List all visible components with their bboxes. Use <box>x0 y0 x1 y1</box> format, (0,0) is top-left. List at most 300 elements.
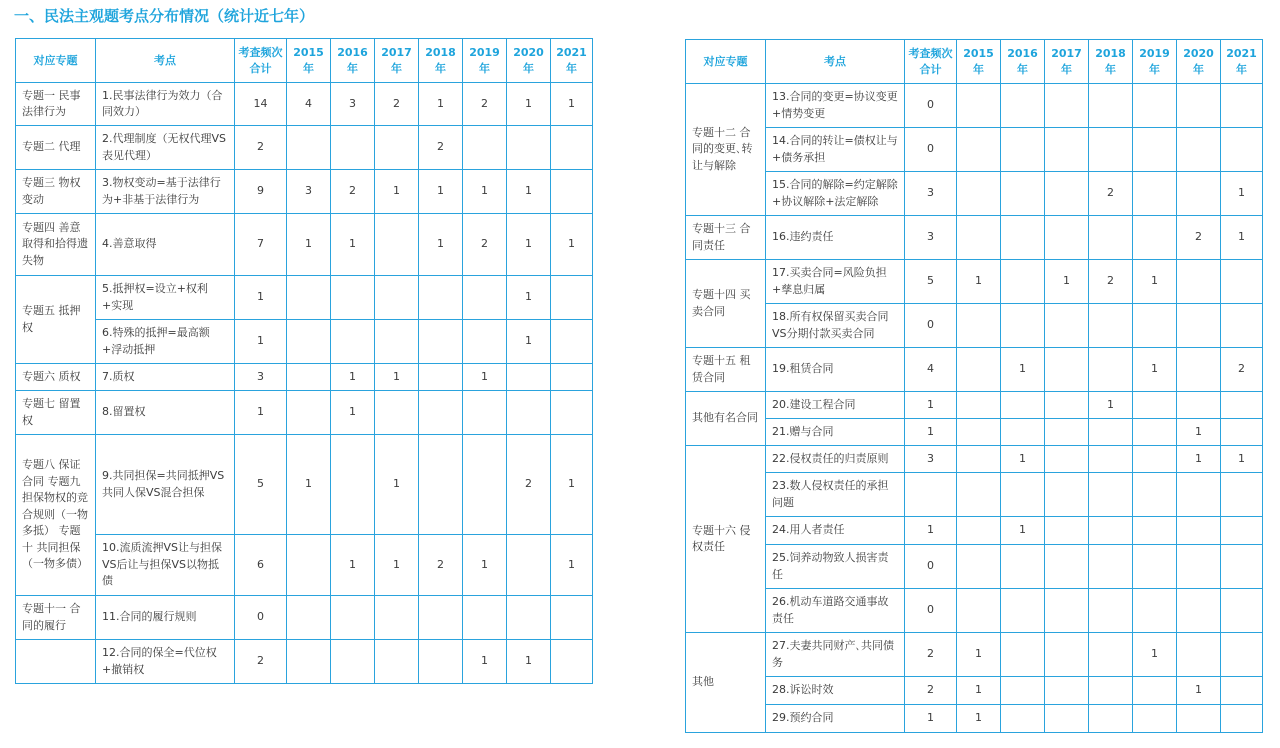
year-count-cell: 1 <box>551 535 593 596</box>
year-count-cell <box>1133 419 1177 446</box>
table-row <box>686 260 1263 304</box>
year-count-cell: 2 <box>419 535 463 596</box>
year-count-cell: 1 <box>463 535 507 596</box>
year-count-cell <box>463 126 507 170</box>
year-count-cell: 1 <box>375 170 419 214</box>
year-count-cell: 1 <box>287 435 331 535</box>
year-count-cell <box>331 435 375 535</box>
left-distribution-table <box>15 38 593 684</box>
year-count-cell <box>551 170 593 214</box>
total-cell: 2 <box>235 126 287 170</box>
year-count-cell <box>1177 473 1221 517</box>
header-year: 2018年 <box>1089 40 1133 84</box>
header-year: 2019年 <box>463 39 507 83</box>
header-topic: 对应专题 <box>686 40 766 84</box>
year-count-cell <box>375 640 419 684</box>
year-count-cell <box>1045 633 1089 677</box>
year-count-cell <box>1089 84 1133 128</box>
year-count-cell: 2 <box>375 83 419 126</box>
point-cell: 22.侵权责任的归责原则 <box>766 446 905 473</box>
header-year: 2016年 <box>331 39 375 83</box>
point-cell: 11.合同的履行规则 <box>96 596 235 640</box>
year-count-cell <box>1177 84 1221 128</box>
year-count-cell: 1 <box>1045 260 1089 304</box>
point-cell: 1.民事法律行为效力（合同效力） <box>96 83 235 126</box>
year-count-cell <box>1045 172 1089 216</box>
year-count-cell: 1 <box>463 364 507 391</box>
year-count-cell <box>463 276 507 320</box>
header-point: 考点 <box>766 40 905 84</box>
year-count-cell <box>1221 128 1263 172</box>
point-cell: 9.共同担保=共同抵押VS共同人保VS混合担保 <box>96 435 235 535</box>
point-cell: 27.夫妻共同财产､共同债务 <box>766 633 905 677</box>
year-count-cell <box>1045 517 1089 545</box>
year-count-cell <box>1221 705 1263 733</box>
year-count-cell: 1 <box>287 214 331 276</box>
point-cell: 20.建设工程合同 <box>766 392 905 419</box>
year-count-cell <box>957 392 1001 419</box>
total-cell: 1 <box>905 517 957 545</box>
header-year: 2020年 <box>507 39 551 83</box>
total-cell: 4 <box>905 348 957 392</box>
year-count-cell <box>1045 348 1089 392</box>
year-count-cell: 2 <box>463 83 507 126</box>
year-count-cell <box>1177 705 1221 733</box>
table-row <box>686 216 1263 260</box>
year-count-cell <box>1133 84 1177 128</box>
total-cell: 2 <box>235 640 287 684</box>
topic-cell <box>16 640 96 684</box>
topic-cell: 专题十四 买卖合同 <box>686 260 766 348</box>
year-count-cell <box>287 126 331 170</box>
topic-cell: 专题十三 合同责任 <box>686 216 766 260</box>
year-count-cell: 1 <box>507 170 551 214</box>
topic-cell: 专题十二 合同的变更､转让与解除 <box>686 84 766 216</box>
year-count-cell <box>1177 128 1221 172</box>
year-count-cell <box>1177 517 1221 545</box>
year-count-cell <box>287 640 331 684</box>
year-count-cell: 1 <box>375 535 419 596</box>
point-cell: 6.特殊的抵押=最高额+浮动抵押 <box>96 320 235 364</box>
right-distribution-table <box>685 39 1263 733</box>
year-count-cell <box>1001 705 1045 733</box>
year-count-cell <box>1045 304 1089 348</box>
year-count-cell: 1 <box>957 633 1001 677</box>
table-row <box>16 435 593 535</box>
year-count-cell <box>1089 677 1133 705</box>
year-count-cell <box>463 391 507 435</box>
year-count-cell <box>287 276 331 320</box>
year-count-cell <box>463 596 507 640</box>
total-cell: 3 <box>905 446 957 473</box>
year-count-cell: 1 <box>331 364 375 391</box>
year-count-cell <box>287 364 331 391</box>
year-count-cell <box>957 216 1001 260</box>
year-count-cell: 1 <box>1133 348 1177 392</box>
point-cell: 4.善意取得 <box>96 214 235 276</box>
year-count-cell: 1 <box>1177 446 1221 473</box>
year-count-cell <box>375 276 419 320</box>
year-count-cell <box>1089 705 1133 733</box>
table-row <box>686 677 1263 705</box>
table-row <box>16 391 593 435</box>
year-count-cell <box>551 596 593 640</box>
total-cell: 5 <box>235 435 287 535</box>
header-year: 2017年 <box>375 39 419 83</box>
point-cell: 10.流质流押VS让与担保VS后让与担保VS以物抵债 <box>96 535 235 596</box>
year-count-cell <box>419 320 463 364</box>
year-count-cell <box>1177 260 1221 304</box>
year-count-cell <box>1133 392 1177 419</box>
point-cell: 24.用人者责任 <box>766 517 905 545</box>
topic-cell: 专题一 民事法律行为 <box>16 83 96 126</box>
total-cell: 0 <box>905 304 957 348</box>
year-count-cell: 1 <box>1001 348 1045 392</box>
table-row <box>686 304 1263 348</box>
year-count-cell <box>1089 589 1133 633</box>
topic-cell: 专题六 质权 <box>16 364 96 391</box>
year-count-cell <box>1089 633 1133 677</box>
total-cell: 6 <box>235 535 287 596</box>
point-cell: 28.诉讼时效 <box>766 677 905 705</box>
header-row <box>686 40 1263 84</box>
total-cell: 3 <box>235 364 287 391</box>
year-count-cell <box>507 126 551 170</box>
year-count-cell: 2 <box>1089 260 1133 304</box>
year-count-cell <box>1089 446 1133 473</box>
year-count-cell <box>1089 128 1133 172</box>
total-cell: 1 <box>235 320 287 364</box>
year-count-cell <box>1001 216 1045 260</box>
year-count-cell <box>551 126 593 170</box>
year-count-cell: 4 <box>287 83 331 126</box>
year-count-cell <box>507 535 551 596</box>
year-count-cell: 1 <box>507 640 551 684</box>
table-row <box>686 517 1263 545</box>
year-count-cell: 1 <box>1177 677 1221 705</box>
year-count-cell <box>419 364 463 391</box>
header-year: 2021年 <box>1221 40 1263 84</box>
year-count-cell <box>1001 473 1045 517</box>
year-count-cell <box>507 596 551 640</box>
year-count-cell: 1 <box>419 170 463 214</box>
year-count-cell: 1 <box>331 391 375 435</box>
header-total: 考查频次合计 <box>905 40 957 84</box>
year-count-cell <box>1001 633 1045 677</box>
year-count-cell <box>463 435 507 535</box>
point-cell: 14.合同的转让=债权让与+债务承担 <box>766 128 905 172</box>
year-count-cell <box>1089 517 1133 545</box>
table-row <box>686 473 1263 517</box>
year-count-cell <box>1045 419 1089 446</box>
year-count-cell: 1 <box>331 214 375 276</box>
year-count-cell: 1 <box>551 83 593 126</box>
table-row <box>686 705 1263 733</box>
year-count-cell <box>287 391 331 435</box>
header-year: 2015年 <box>957 40 1001 84</box>
year-count-cell <box>957 589 1001 633</box>
year-count-cell <box>375 320 419 364</box>
year-count-cell <box>1221 392 1263 419</box>
year-count-cell <box>1001 419 1045 446</box>
year-count-cell: 1 <box>507 83 551 126</box>
year-count-cell: 1 <box>1089 392 1133 419</box>
year-count-cell: 1 <box>1001 517 1045 545</box>
year-count-cell: 1 <box>1001 446 1045 473</box>
year-count-cell <box>1133 705 1177 733</box>
point-cell: 2.代理制度（无权代理VS表见代理） <box>96 126 235 170</box>
year-count-cell <box>375 596 419 640</box>
table-row <box>16 126 593 170</box>
year-count-cell: 1 <box>463 640 507 684</box>
year-count-cell: 2 <box>419 126 463 170</box>
year-count-cell <box>1133 473 1177 517</box>
header-year: 2017年 <box>1045 40 1089 84</box>
header-year: 2018年 <box>419 39 463 83</box>
year-count-cell: 1 <box>957 260 1001 304</box>
header-year: 2021年 <box>551 39 593 83</box>
table-row <box>686 589 1263 633</box>
year-count-cell: 1 <box>375 364 419 391</box>
topic-cell: 专题十六 侵权责任 <box>686 446 766 633</box>
header-year: 2015年 <box>287 39 331 83</box>
year-count-cell <box>507 391 551 435</box>
year-count-cell <box>551 320 593 364</box>
year-count-cell <box>957 517 1001 545</box>
year-count-cell <box>1221 517 1263 545</box>
year-count-cell: 1 <box>957 705 1001 733</box>
year-count-cell <box>1221 260 1263 304</box>
year-count-cell <box>1045 677 1089 705</box>
year-count-cell <box>1177 392 1221 419</box>
topic-cell: 其他 <box>686 633 766 733</box>
year-count-cell <box>1177 589 1221 633</box>
year-count-cell <box>375 126 419 170</box>
total-cell: 1 <box>905 392 957 419</box>
year-count-cell: 1 <box>1221 172 1263 216</box>
year-count-cell <box>1133 517 1177 545</box>
year-count-cell: 1 <box>1221 216 1263 260</box>
year-count-cell <box>957 446 1001 473</box>
topic-cell: 专题七 留置权 <box>16 391 96 435</box>
point-cell: 12.合同的保全=代位权+撤销权 <box>96 640 235 684</box>
year-count-cell: 3 <box>331 83 375 126</box>
point-cell: 15.合同的解除=约定解除+协议解除+法定解除 <box>766 172 905 216</box>
year-count-cell <box>957 348 1001 392</box>
total-cell: 0 <box>905 128 957 172</box>
topic-cell: 专题五 抵押权 <box>16 276 96 364</box>
topic-cell: 专题三 物权变动 <box>16 170 96 214</box>
header-year: 2016年 <box>1001 40 1045 84</box>
year-count-cell <box>1045 473 1089 517</box>
year-count-cell <box>1221 545 1263 589</box>
header-year: 2019年 <box>1133 40 1177 84</box>
year-count-cell <box>957 304 1001 348</box>
point-cell: 19.租赁合同 <box>766 348 905 392</box>
year-count-cell <box>331 320 375 364</box>
year-count-cell <box>1045 589 1089 633</box>
year-count-cell <box>1177 348 1221 392</box>
year-count-cell <box>957 128 1001 172</box>
year-count-cell <box>1133 677 1177 705</box>
year-count-cell <box>1089 545 1133 589</box>
total-cell: 14 <box>235 83 287 126</box>
year-count-cell <box>1001 392 1045 419</box>
year-count-cell <box>1089 473 1133 517</box>
year-count-cell: 2 <box>1177 216 1221 260</box>
year-count-cell: 2 <box>331 170 375 214</box>
year-count-cell <box>1133 128 1177 172</box>
total-cell: 1 <box>235 276 287 320</box>
year-count-cell <box>1133 589 1177 633</box>
year-count-cell <box>1133 216 1177 260</box>
topic-cell: 专题二 代理 <box>16 126 96 170</box>
total-cell: 0 <box>235 596 287 640</box>
table-row <box>16 320 593 364</box>
year-count-cell <box>1001 304 1045 348</box>
point-cell: 25.饲养动物致人损害责任 <box>766 545 905 589</box>
table-row <box>16 535 593 596</box>
total-cell <box>905 473 957 517</box>
header-total: 考查频次合计 <box>235 39 287 83</box>
point-cell: 13.合同的变更=协议变更+情势变更 <box>766 84 905 128</box>
year-count-cell <box>1089 419 1133 446</box>
year-count-cell <box>1001 589 1045 633</box>
year-count-cell: 1 <box>419 83 463 126</box>
year-count-cell <box>1045 545 1089 589</box>
year-count-cell <box>1045 446 1089 473</box>
year-count-cell: 1 <box>463 170 507 214</box>
topic-cell: 专题十五 租赁合同 <box>686 348 766 392</box>
year-count-cell <box>1177 545 1221 589</box>
year-count-cell <box>1001 84 1045 128</box>
table-row <box>686 172 1263 216</box>
table-row <box>16 214 593 276</box>
year-count-cell <box>1133 304 1177 348</box>
year-count-cell: 1 <box>375 435 419 535</box>
year-count-cell <box>419 596 463 640</box>
table-row <box>686 348 1263 392</box>
point-cell: 29.预约合同 <box>766 705 905 733</box>
year-count-cell <box>507 364 551 391</box>
year-count-cell <box>551 276 593 320</box>
year-count-cell <box>331 640 375 684</box>
table-row <box>686 633 1263 677</box>
year-count-cell <box>419 276 463 320</box>
year-count-cell <box>1221 304 1263 348</box>
year-count-cell: 2 <box>1089 172 1133 216</box>
year-count-cell: 1 <box>957 677 1001 705</box>
topic-cell: 其他有名合同 <box>686 392 766 446</box>
year-count-cell: 2 <box>1221 348 1263 392</box>
table-row <box>686 446 1263 473</box>
table-row <box>16 276 593 320</box>
year-count-cell <box>551 640 593 684</box>
year-count-cell: 1 <box>551 214 593 276</box>
table-row <box>686 84 1263 128</box>
table-row <box>16 596 593 640</box>
year-count-cell <box>1221 419 1263 446</box>
table-row <box>686 392 1263 419</box>
year-count-cell <box>1221 633 1263 677</box>
year-count-cell <box>1001 677 1045 705</box>
page-title: 一、民法主观题考点分布情况（统计近七年） <box>14 7 315 25</box>
total-cell: 9 <box>235 170 287 214</box>
point-cell: 7.质权 <box>96 364 235 391</box>
year-count-cell <box>1045 392 1089 419</box>
total-cell: 7 <box>235 214 287 276</box>
topic-cell: 专题十一 合同的履行 <box>16 596 96 640</box>
year-count-cell <box>1045 705 1089 733</box>
year-count-cell <box>419 435 463 535</box>
year-count-cell: 1 <box>1133 260 1177 304</box>
topic-cell: 专题四 善意取得和拾得遗失物 <box>16 214 96 276</box>
year-count-cell <box>287 320 331 364</box>
year-count-cell: 1 <box>419 214 463 276</box>
year-count-cell <box>1177 172 1221 216</box>
year-count-cell <box>463 320 507 364</box>
point-cell: 21.赠与合同 <box>766 419 905 446</box>
year-count-cell: 1 <box>507 276 551 320</box>
year-count-cell: 1 <box>507 320 551 364</box>
year-count-cell <box>1001 128 1045 172</box>
year-count-cell <box>1089 216 1133 260</box>
year-count-cell <box>1001 260 1045 304</box>
point-cell: 16.违约责任 <box>766 216 905 260</box>
year-count-cell <box>957 473 1001 517</box>
year-count-cell: 1 <box>507 214 551 276</box>
header-point: 考点 <box>96 39 235 83</box>
table-row <box>16 83 593 126</box>
year-count-cell <box>1133 172 1177 216</box>
total-cell: 2 <box>905 633 957 677</box>
topic-cell: 专题八 保证合同 专题九 担保物权的竞合规则（一物多抵） 专题十 共同担保（一物多债） <box>16 435 96 596</box>
table-row <box>686 545 1263 589</box>
total-cell: 0 <box>905 545 957 589</box>
year-count-cell <box>957 419 1001 446</box>
year-count-cell <box>331 596 375 640</box>
year-count-cell <box>375 214 419 276</box>
year-count-cell <box>1221 84 1263 128</box>
year-count-cell <box>375 391 419 435</box>
year-count-cell <box>1045 128 1089 172</box>
header-topic: 对应专题 <box>16 39 96 83</box>
total-cell: 1 <box>235 391 287 435</box>
year-count-cell <box>1177 304 1221 348</box>
year-count-cell <box>1133 446 1177 473</box>
year-count-cell: 3 <box>287 170 331 214</box>
year-count-cell <box>957 84 1001 128</box>
total-cell: 3 <box>905 172 957 216</box>
year-count-cell <box>419 391 463 435</box>
total-cell: 1 <box>905 705 957 733</box>
year-count-cell <box>551 391 593 435</box>
year-count-cell <box>551 364 593 391</box>
year-count-cell <box>331 276 375 320</box>
year-count-cell <box>1221 677 1263 705</box>
year-count-cell: 2 <box>507 435 551 535</box>
header-row <box>16 39 593 83</box>
total-cell: 5 <box>905 260 957 304</box>
year-count-cell: 1 <box>1221 446 1263 473</box>
year-count-cell: 2 <box>463 214 507 276</box>
table-row <box>16 170 593 214</box>
year-count-cell <box>1045 84 1089 128</box>
year-count-cell <box>1221 589 1263 633</box>
year-count-cell <box>1001 545 1045 589</box>
year-count-cell <box>287 596 331 640</box>
year-count-cell: 1 <box>551 435 593 535</box>
